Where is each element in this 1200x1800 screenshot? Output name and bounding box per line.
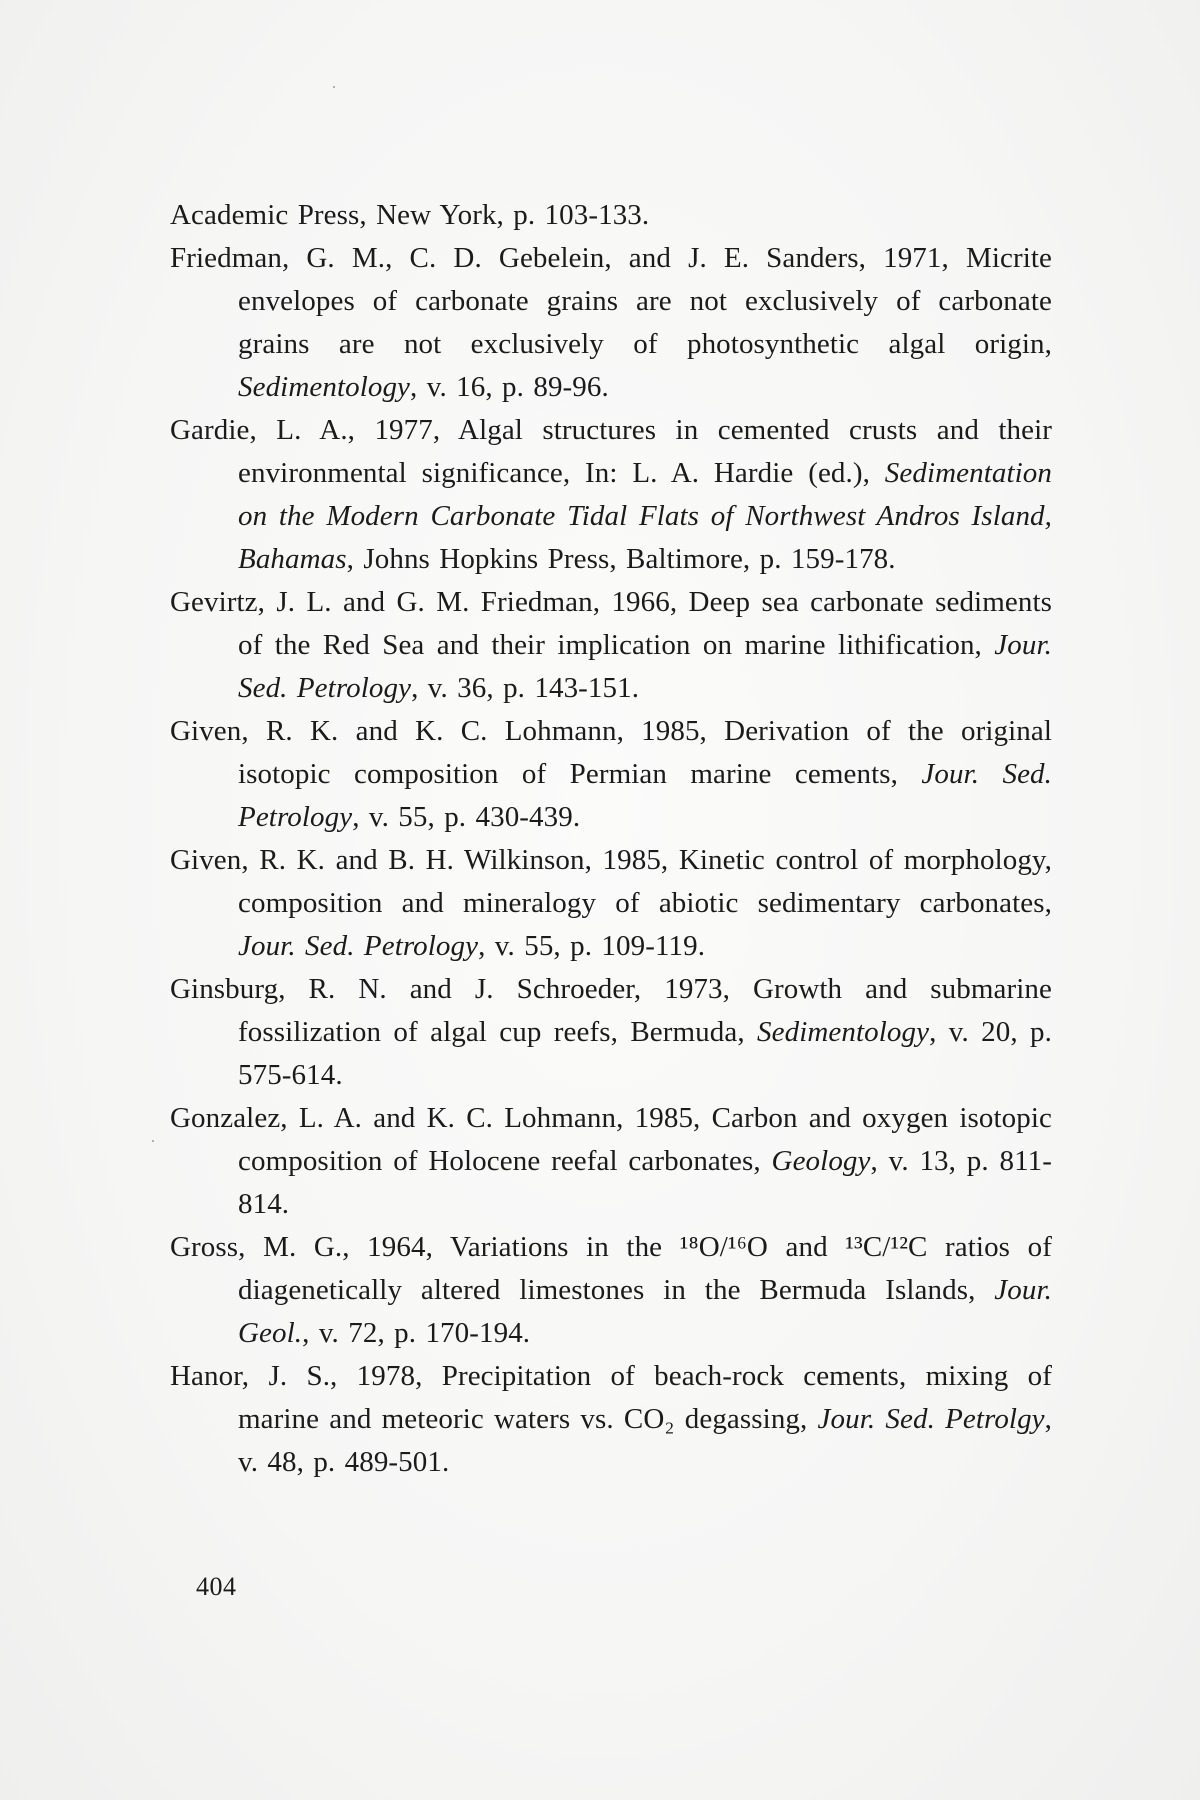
reference-publisher-pages: , Johns Hopkins Press, Baltimore, p. 159-178.: [346, 543, 896, 575]
reference-entry-given-lohmann-1985: [170, 710, 1052, 839]
reference-volume-pages: , v. 55, p. 430-439.: [352, 801, 581, 833]
reference-entry-gonzalez-1985: [170, 1097, 1052, 1226]
reference-journal-title: Jour. Sed. Petrology: [238, 629, 1052, 704]
reference-volume-pages: , v. 48, p. 489-501.: [238, 1403, 1053, 1478]
reference-text: Given, R. K. and K. C. Lohmann, 1985, Derivation of the original isotopic composition of Permian marine cements,: [170, 715, 1052, 790]
reference-entry-continuation: [170, 194, 1052, 237]
reference-journal-title: Sedimentology: [757, 1016, 930, 1048]
reference-journal-title: Jour. Sed. Petrolgy: [817, 1403, 1045, 1435]
reference-entry-given-wilkinson-1985: [170, 839, 1052, 968]
reference-entry-gross-1964: [170, 1226, 1052, 1355]
reference-book-title: Sedimentation on the Modern Carbonate Tidal Flats of Northwest Andros Island, Bahamas: [238, 457, 1052, 575]
reference-entry-ginsburg-1973: [170, 968, 1052, 1097]
reference-journal-title: Jour. Sed. Petrology: [238, 930, 479, 962]
reference-volume-pages: , v. 36, p. 143-151.: [411, 672, 640, 704]
reference-entry-friedman-1971: [170, 237, 1052, 409]
reference-text: Gevirtz, J. L. and G. M. Friedman, 1966, Deep sea carbonate sediments of the Red Sea and their implication on marine lithification,: [170, 586, 1052, 661]
reference-text: Gonzalez, L. A. and K. C. Lohmann, 1985, Carbon and oxygen isotopic composition of Holocene reefal carbonates,: [170, 1102, 1052, 1177]
reference-entry-gevirtz-1966: [170, 581, 1052, 710]
reference-volume-pages: , v. 20, p. 575-614.: [238, 1016, 1052, 1091]
scan-speck: [333, 86, 335, 88]
reference-volume-pages: Academic Press, New York, p. 103-133.: [170, 199, 650, 231]
reference-text: Gross, M. G., 1964, Variations in the ¹⁸O/¹⁶O and ¹³C/¹²C ratios of diagenetically altered limestones in the Bermuda Islands,: [170, 1231, 1052, 1306]
page-number: 404: [196, 1572, 237, 1601]
reference-journal-title: Jour. Sed. Petrology: [238, 758, 1052, 833]
reference-volume-pages: , v. 72, p. 170-194.: [302, 1317, 531, 1349]
reference-text: Friedman, G. M., C. D. Gebelein, and J. E. Sanders, 1971, Micrite envelopes of carbonate grains are not exclusively of carbonate grains are not exclusively of photosynthetic algal origin,: [170, 242, 1052, 360]
reference-volume-pages: , v. 55, p. 109-119.: [478, 930, 706, 962]
reference-journal-title: Geology: [771, 1145, 871, 1177]
reference-entry-hanor-1978: [170, 1355, 1052, 1484]
reference-text: Ginsburg, R. N. and J. Schroeder, 1973, Growth and submarine fossilization of algal cup reefs, Bermuda,: [170, 973, 1052, 1048]
reference-list: [170, 194, 1052, 1484]
reference-entry-gardie-1977: [170, 409, 1052, 581]
reference-volume-pages: , v. 16, p. 89-96.: [410, 371, 609, 403]
reference-volume-pages: , v. 13, p. 811-814.: [238, 1145, 1052, 1220]
reference-journal-title: Jour. Geol.: [238, 1274, 1052, 1349]
reference-text: Given, R. K. and B. H. Wilkinson, 1985, Kinetic control of morphology, composition and mineralogy of abiotic sedimentary carbonates,: [170, 844, 1052, 919]
reference-journal-title: Sedimentology: [238, 371, 411, 403]
reference-text: Hanor, J. S., 1978, Precipitation of beach-rock cements, mixing of marine and meteoric waters vs. CO₂ degassing,: [170, 1360, 1052, 1435]
reference-text: Gardie, L. A., 1977, Algal structures in cemented crusts and their environmental significance, In: L. A. Hardie (ed.),: [170, 414, 1052, 489]
scan-speck: [152, 1140, 154, 1142]
